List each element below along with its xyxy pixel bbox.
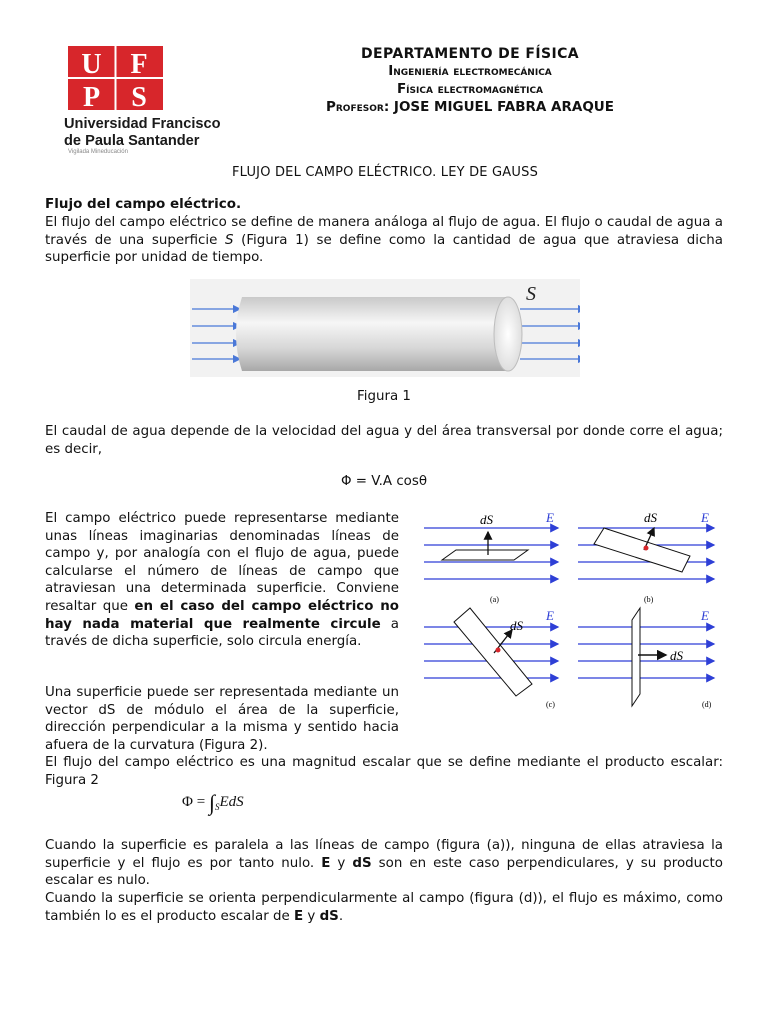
figure-2d-ds-label: dS bbox=[670, 648, 683, 663]
figure-2a bbox=[424, 510, 558, 604]
paragraph-1-text-a: El flujo del campo eléctrico se define de manera análoga al flujo de agua. El flujo o caudal de agua a través de una superficie bbox=[45, 215, 723, 248]
figure-2b-label: (b) bbox=[644, 595, 654, 604]
university-logo bbox=[64, 46, 221, 155]
program-name: Ingeniería electromecánica bbox=[388, 63, 552, 79]
paragraph-3-text-a: El campo eléctrico puede representarse mediante unas líneas imaginarias denominadas líneas de campo y, por analogía con el flujo de agua, puede calcularse el número de líneas de campo que atraviesan una determinada superficie. Conviene resaltar que bbox=[45, 511, 399, 614]
paragraph-3-text-b: a través de dicha superficie, solo circula energía. bbox=[45, 616, 400, 650]
figure-2a-ds-label: dS bbox=[480, 512, 493, 527]
paragraph-7-text-a: Cuando la superficie se orienta perpendicularmente al campo (figura (d)), el flujo es máximo, como también lo es el producto escalar de bbox=[45, 891, 723, 924]
figure-2c-label: (c) bbox=[546, 700, 555, 709]
logo-tagline: Vigilada Mineducación bbox=[68, 149, 128, 155]
document-header bbox=[260, 46, 680, 116]
figure-1-caption: Figura 1 bbox=[357, 389, 411, 404]
paragraph-7 bbox=[45, 890, 723, 925]
paragraph-7-vector-e: E bbox=[293, 908, 304, 924]
section-heading: Flujo del campo eléctrico. bbox=[45, 196, 242, 212]
paragraph-6 bbox=[45, 837, 723, 890]
department-name: DEPARTAMENTO DE FÍSICA bbox=[360, 46, 579, 62]
paragraph-1-text-b: (Figura 1) se define como la cantidad de agua que atraviesa dicha superficie por unidad de tiempo. bbox=[45, 232, 724, 266]
figure-2b-e-label: E bbox=[701, 510, 709, 525]
logo-letter-f: F bbox=[130, 49, 148, 80]
figure-2c bbox=[424, 608, 558, 709]
figure-2c-e-label: E bbox=[546, 608, 554, 623]
paragraph-6-conjunction: y bbox=[330, 855, 353, 871]
paragraph-7-conjunction: y bbox=[303, 908, 320, 924]
paragraph-2: El caudal de agua depende de la velocidad del agua y del área transversal por donde corre el agua; es decir, bbox=[45, 424, 723, 457]
logo-letter-s: S bbox=[131, 82, 147, 110]
figure-2a-e-label: E bbox=[546, 510, 554, 525]
equation-2-integrand: EdS bbox=[219, 794, 244, 810]
paragraph-5: El flujo del campo eléctrico es una magnitud escalar que se define mediante el producto escalar: Figura 2 bbox=[45, 755, 723, 788]
paragraph-3-emphasis: en el caso del campo eléctrico no hay nada material que realmente circule bbox=[45, 598, 399, 632]
paragraph-6-text-a: Cuando la superficie es paralela a las líneas de campo (figura (a)), ninguna de ellas atraviesa la superficie y el flujo es por tanto nulo. bbox=[45, 838, 723, 871]
paragraph-6-vector-e: E bbox=[321, 855, 331, 871]
equation-2: $\Phi = \int_SEdS$ bbox=[182, 790, 244, 815]
figure-2b-ds-label: dS bbox=[644, 510, 657, 525]
paragraph-1-surface-symbol: S bbox=[224, 232, 234, 248]
course-name: Física electromagnética bbox=[396, 81, 544, 97]
paragraph-7-vector-ds: dS bbox=[319, 908, 339, 924]
surface-label: S bbox=[526, 283, 536, 305]
figure-2-field-lines bbox=[418, 500, 736, 720]
figure-2d bbox=[578, 608, 714, 709]
figure-2a-label: (a) bbox=[490, 595, 499, 604]
figure-2c-ds-label: dS bbox=[510, 618, 523, 633]
logo-line-1: Universidad Francisco bbox=[64, 116, 221, 132]
equation-2-subscript: S bbox=[214, 802, 220, 812]
logo-letter-u: U bbox=[81, 49, 102, 80]
figure-2d-e-label: E bbox=[701, 608, 709, 623]
ufps-logo-icon bbox=[68, 46, 163, 110]
figure-1-cylinder bbox=[190, 279, 580, 377]
paragraph-3 bbox=[45, 510, 399, 651]
logo-line-2: de Paula Santander bbox=[64, 133, 200, 149]
logo-letter-p: P bbox=[82, 82, 101, 110]
paragraph-6-vector-ds: dS bbox=[352, 855, 372, 871]
figure-2b bbox=[578, 510, 714, 604]
equation-2-phi: Φ = bbox=[182, 794, 209, 810]
paragraph-6-text-b: son en este caso perpendiculares, y su producto escalar es nulo. bbox=[45, 855, 723, 889]
paragraph-7-period: . bbox=[338, 908, 344, 924]
figure-2d-label: (d) bbox=[702, 700, 712, 709]
equation-1: Φ = V.A cosθ bbox=[340, 474, 428, 489]
paragraph-4: Una superficie puede ser representada mediante un vector dS de módulo el área de la superficie, dirección perpendicular a la misma y sentido hacia afuera de la curvatura (Figura 2). bbox=[45, 685, 399, 753]
document-title: FLUJO DEL CAMPO ELÉCTRICO. LEY DE GAUSS bbox=[231, 165, 539, 180]
professor-name: Profesor: JOSE MIGUEL FABRA ARAQUE bbox=[325, 99, 614, 115]
paragraph-1 bbox=[45, 214, 723, 267]
